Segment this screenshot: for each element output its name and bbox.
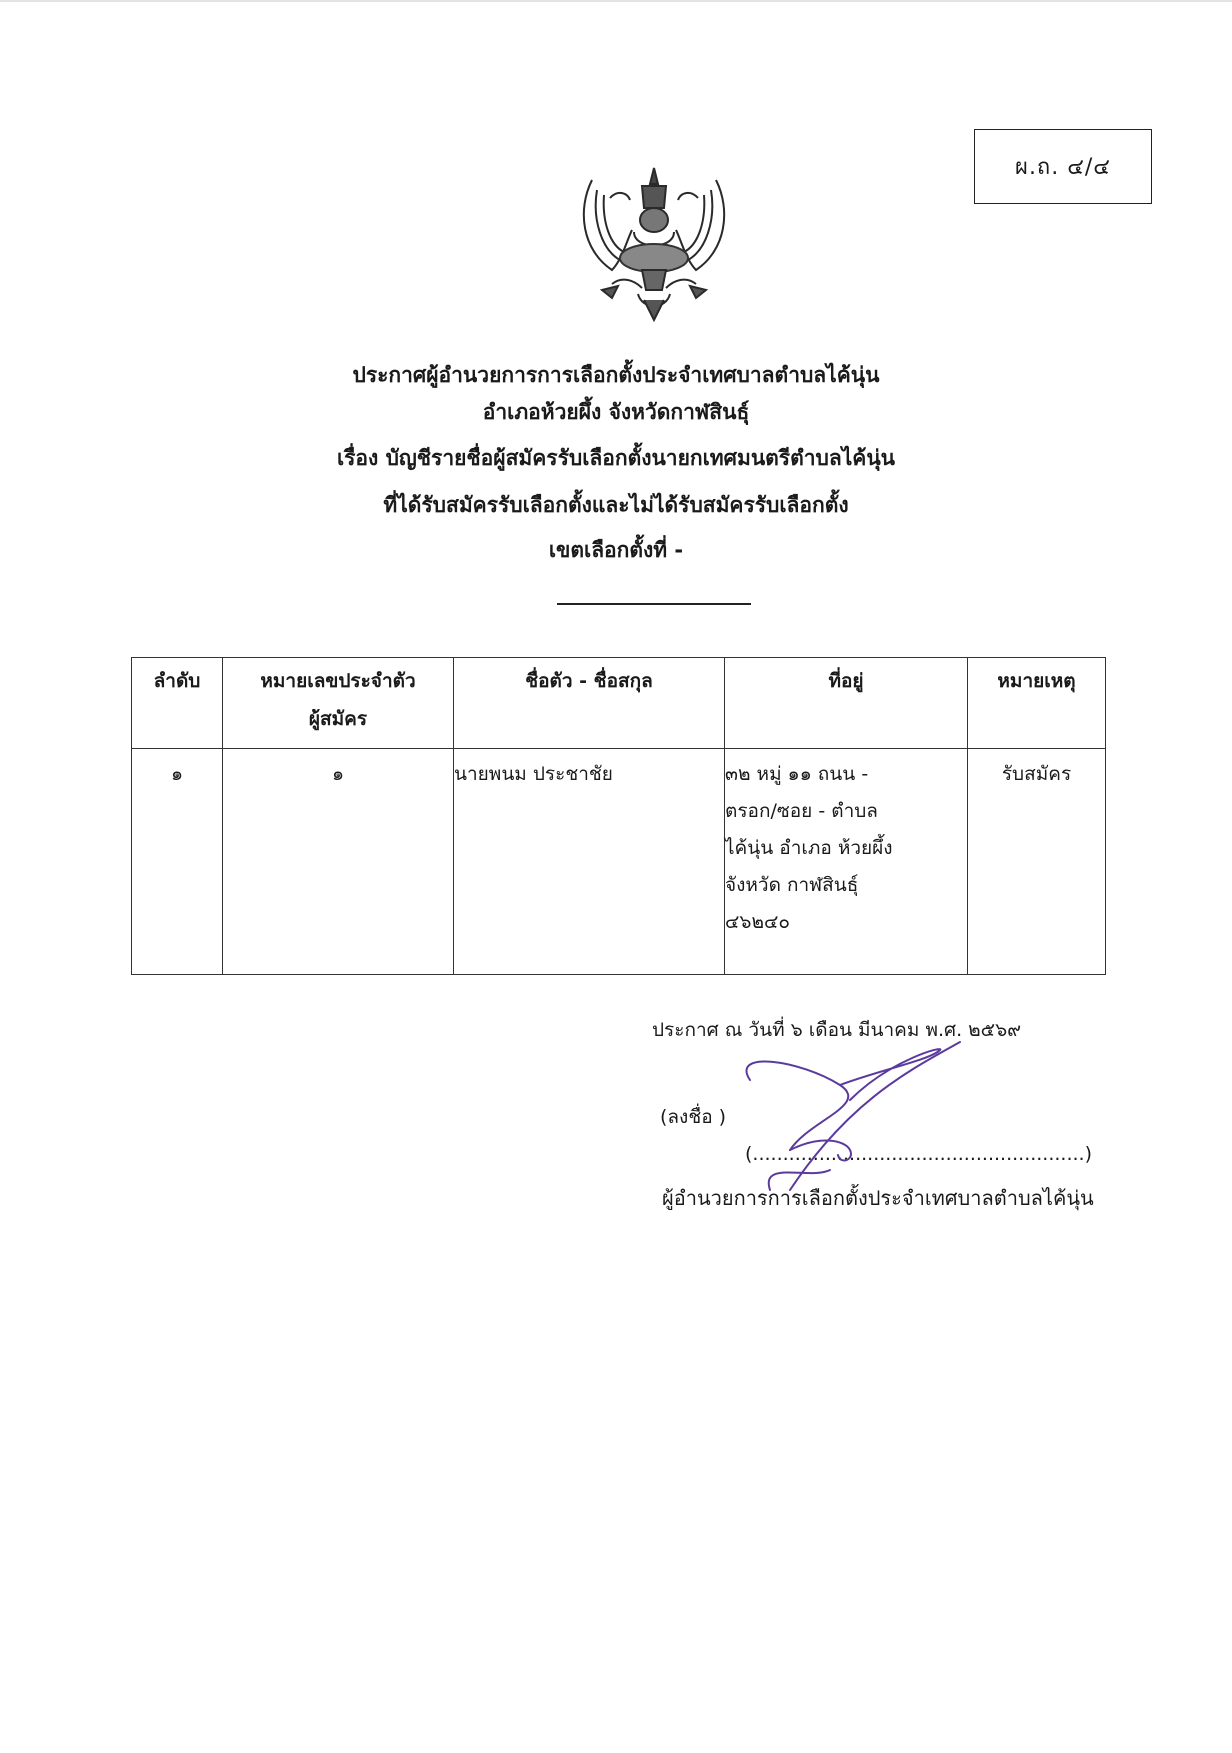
heading-subject: เรื่อง บัญชีรายชื่อผู้สมัครรับเลือกตั้งนายกเทศมนตรีตำบลไค้นุ่น	[336, 446, 896, 470]
col-header-address: ที่อยู่	[725, 658, 968, 749]
col-header-candidate-number: หมายเลขประจำตัว ผู้สมัคร	[223, 658, 454, 749]
col-header-name: ชื่อตัว - ชื่อสกุล	[454, 658, 725, 749]
col-header-remark: หมายเหตุ	[968, 658, 1106, 749]
cell-remark: รับสมัคร	[968, 749, 1106, 975]
form-code-box	[974, 129, 1152, 204]
address-line: ๓๒ หมู่ ๑๑ ถนน -	[725, 763, 869, 785]
signature-label: (ลงชื่อ )	[660, 1106, 727, 1128]
separator-line	[557, 603, 751, 605]
address-line: จังหวัด กาฬสินธุ์	[725, 874, 859, 896]
heading-line-1: ประกาศผู้อำนวยการการเลือกตั้งประจำเทศบาลตำบลไค้นุ่น	[352, 363, 880, 387]
table-header-row	[132, 658, 1106, 749]
col-header-order: ลำดับ	[132, 658, 223, 749]
signer-name-placeholder: (.......................................................)	[745, 1143, 1093, 1165]
signer-title: ผู้อำนวยการการเลือกตั้งประจำเทศบาลตำบลไค้นุ่น	[662, 1186, 1094, 1210]
garuda-emblem-icon	[572, 160, 736, 328]
signature-icon	[730, 1040, 980, 1200]
scan-top-edge	[0, 0, 1232, 2]
cell-address	[725, 749, 968, 975]
form-code: ผ.ถ. ๔/๔	[1015, 155, 1111, 180]
heading-line-2: อำเภอห้วยผึ้ง จังหวัดกาฬสินธุ์	[482, 400, 750, 424]
address-line: ไค้นุ่น อำเภอ ห้วยผึ้ง	[725, 837, 893, 859]
heading-district: เขตเลือกตั้งที่ -	[548, 538, 684, 562]
cell-name: นายพนม ประชาชัย	[454, 749, 725, 975]
cell-candidate-number: ๑	[223, 749, 454, 975]
table-row	[132, 749, 1106, 975]
candidate-table	[131, 657, 1106, 975]
address-line: ตรอก/ซอย - ตำบล	[725, 800, 878, 822]
cell-order: ๑	[132, 749, 223, 975]
address-line: ๔๖๒๔๐	[725, 911, 790, 933]
heading-line-4: ที่ได้รับสมัครรับเลือกตั้งและไม่ได้รับสมัครรับเลือกตั้ง	[383, 493, 849, 517]
announcement-date: ประกาศ ณ วันที่ ๖ เดือน มีนาคม พ.ศ. ๒๕๖๙	[652, 1019, 1022, 1041]
